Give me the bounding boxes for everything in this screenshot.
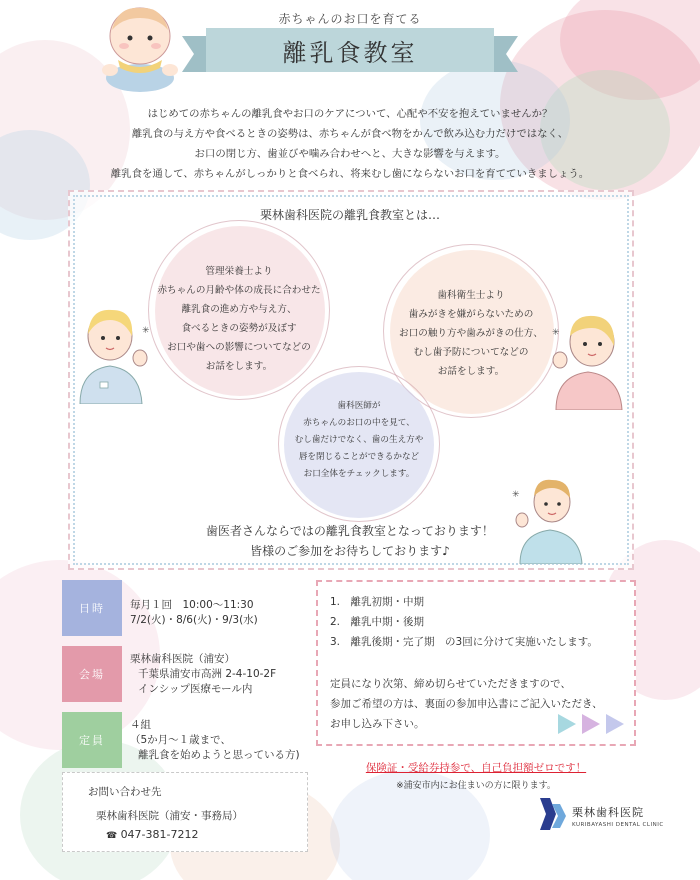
nutritionist-line: 赤ちゃんの月齢や体の成長に合わせた <box>157 285 321 296</box>
header-subtitle: 赤ちゃんのお口を育てる <box>278 12 422 26</box>
intro-line: はじめての赤ちゃんの離乳食やお口のケアについて、心配や不安を抱えていませんか？ <box>147 108 553 120</box>
venue-value <box>130 652 276 697</box>
class-section-title: 栗林歯科医院の離乳食教室とは… <box>259 208 440 222</box>
clinic-name-en: KURIBAYASHI DENTAL CLINIC <box>572 822 664 828</box>
capacity-label: 定員 <box>62 712 122 768</box>
contact-phone <box>106 828 199 841</box>
phone-icon: ☎ <box>106 831 118 841</box>
hygienist-text <box>383 286 559 381</box>
insurance-note: 保険証・受給券持参で、自己負担額ゼロです！ <box>365 762 587 774</box>
date-list: 7/2(火)・8/6(火)・9/3(水) <box>130 614 258 626</box>
venue-label: 会場 <box>62 646 122 702</box>
notice-line: 定員になり次第、締め切らせていただきますので、 <box>330 678 571 690</box>
title-ribbon <box>206 28 494 72</box>
capacity-note-2: 離乳食を始めようと思っている方) <box>138 749 300 761</box>
notice-line: お申し込み下さい。 <box>330 718 425 730</box>
dentist-text <box>278 398 440 483</box>
hygienist-line: 歯科衛生士より <box>437 290 505 301</box>
capacity-count: ４組 <box>130 719 151 731</box>
dentist-line: むし歯だけでなく、歯の生え方や <box>294 435 424 445</box>
hygienist-illustration <box>548 306 628 410</box>
nutritionist-line: 食べるときの姿勢が及ぼす <box>181 323 297 334</box>
dentist-line: 唇を閉じることができるかなど <box>298 452 420 462</box>
residents-note: ※浦安市内にお住まいの方に限ります。 <box>396 781 556 791</box>
venue-name: 栗林歯科医院（浦安） <box>130 653 235 665</box>
page-title: 離乳食教室 <box>282 38 418 67</box>
period-item: 2. 離乳中期・後期 <box>330 616 425 628</box>
date-value <box>130 598 258 628</box>
contact-name: 栗林歯科医院（浦安・事務局） <box>96 810 243 822</box>
sparkle-icon: ✳ <box>142 326 150 336</box>
nutritionist-line: お話をします。 <box>205 361 273 372</box>
intro-line: 離乳食の与え方や食べるときの姿勢は、赤ちゃんが食べ物をかんで飲み込む力だけではなく、 <box>131 128 569 140</box>
sparkle-icon: ✳ <box>552 328 560 338</box>
nutritionist-line: 管理栄養士より <box>205 266 273 277</box>
date-schedule: 毎月１回 10:00〜11:30 <box>130 599 254 611</box>
notice-line: 参加ご希望の方は、裏面の参加申込書にご記入いただき、 <box>330 698 603 710</box>
period-item: 3. 離乳後期・完了期 の3回に分けて実施いたします。 <box>330 636 598 648</box>
closing-line-1: 歯医者さんならではの離乳食教室となっております！ <box>206 524 494 538</box>
clinic-logo-icon <box>536 796 568 832</box>
clinic-name: 栗林歯科医院 <box>572 806 644 819</box>
hygienist-line: お口の触り方や歯みがきの仕方、 <box>399 328 543 339</box>
closing-line-2: 皆様のご参加をお待ちしております♪ <box>250 544 450 558</box>
phone-number[interactable]: 047-381-7212 <box>120 828 199 841</box>
sparkle-icon: ✳ <box>512 490 520 500</box>
date-label: 日時 <box>62 580 122 636</box>
hygienist-line: お話をします。 <box>437 366 505 377</box>
capacity-value <box>130 718 300 763</box>
contact-heading: お問い合わせ先 <box>88 786 162 798</box>
hygienist-line: むし歯予防についてなどの <box>413 347 529 358</box>
dentist-line: 歯科医師が <box>337 401 381 411</box>
intro-text <box>60 104 640 184</box>
intro-line: 離乳食を通して、赤ちゃんがしっかりと食べられ、将来むし歯にならないお口を育てていきましょう。 <box>110 168 590 180</box>
intro-line: お口の閉じ方、歯並びや噛み合わせへと、大きな影響を与えます。 <box>194 148 506 160</box>
nutritionist-illustration <box>70 300 154 404</box>
nutritionist-text <box>148 262 330 376</box>
hygienist-line: 歯みがきを嫌がらないための <box>408 309 534 320</box>
dentist-line: 赤ちゃんのお口の中を見て、 <box>303 418 415 428</box>
dentist-illustration <box>514 472 588 564</box>
capacity-note: （5か月〜１歳まで、 <box>130 734 231 746</box>
venue-building: インシップ医療モール内 <box>138 683 253 695</box>
nutritionist-line: お口や歯への影響についてなどの <box>167 342 311 353</box>
dentist-line: お口全体をチェックします。 <box>303 469 415 479</box>
triangle-arrows-icon <box>556 712 628 736</box>
period-item: 1. 離乳初期・中期 <box>330 596 425 608</box>
venue-address: 千葉県浦安市高洲 2-4-10-2F <box>138 668 277 680</box>
nutritionist-line: 離乳食の進め方や与え方、 <box>181 304 297 315</box>
